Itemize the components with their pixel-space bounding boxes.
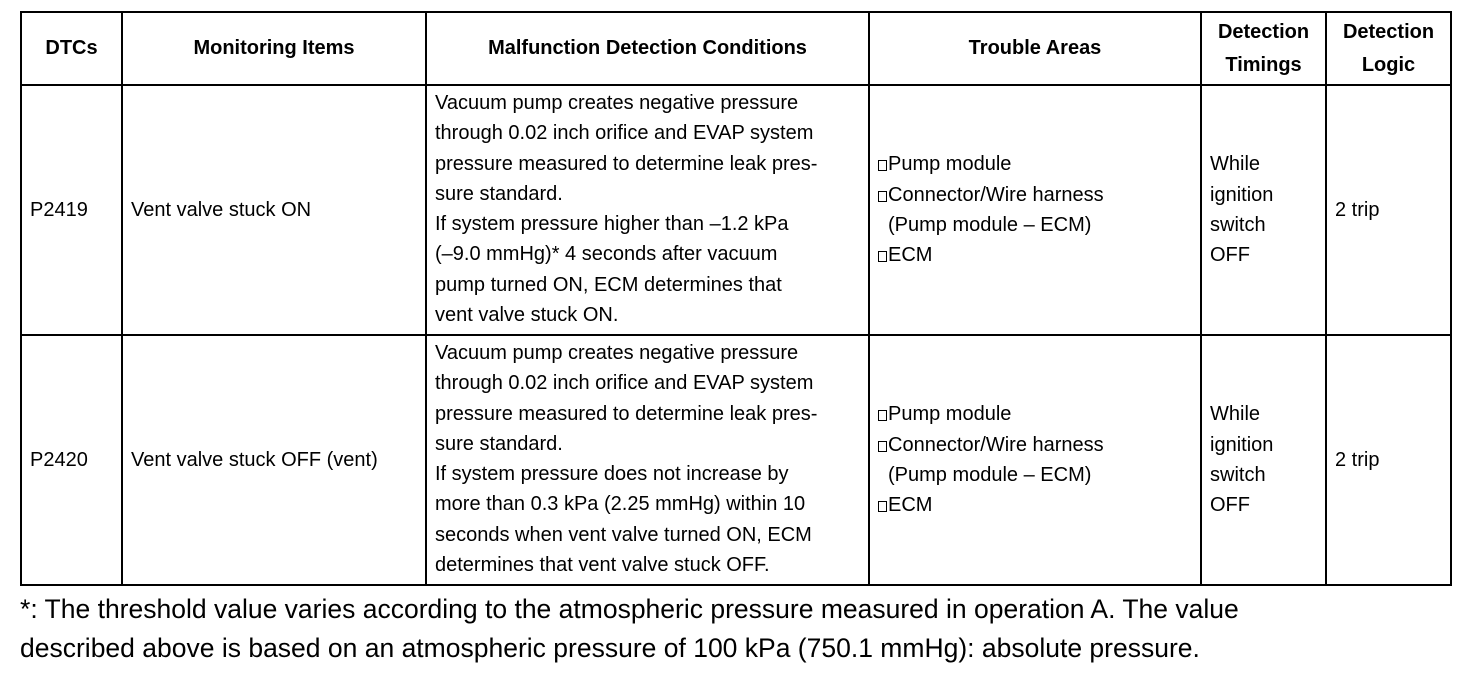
checkbox-icon (878, 501, 887, 512)
monitoring-item-cell: Vent valve stuck OFF (vent) (122, 335, 426, 585)
header-dtcs: DTCs (21, 12, 122, 85)
checkbox-icon (878, 160, 887, 171)
checkbox-icon (878, 251, 887, 262)
checkbox-icon (878, 441, 887, 452)
trouble-areas-cell: Pump module Connector/Wire harness (Pump module – ECM) ECM (869, 85, 1201, 335)
header-detection-timings: Detection Timings (1201, 12, 1326, 85)
monitoring-item-cell: Vent valve stuck ON (122, 85, 426, 335)
checkbox-icon (878, 191, 887, 202)
table-row (21, 335, 1451, 585)
detection-conditions-cell: Vacuum pump creates negative pressure through 0.02 inch orifice and EVAP system pressure measured to determine leak pres- sure standard. If system pressure higher than –1.2 kPa (–9.0 mmHg)* 4 seconds after vacuum pump turned ON, ECM determines that vent valve stuck ON. (426, 85, 869, 335)
table-header-row (21, 12, 1451, 85)
table-row (21, 85, 1451, 335)
trouble-areas-cell: Pump module Connector/Wire harness (Pump module – ECM) ECM (869, 335, 1201, 585)
header-detection-logic: Detection Logic (1326, 12, 1451, 85)
detection-timing-cell: While ignition switch OFF (1201, 335, 1326, 585)
dtc-code-cell: P2419 (21, 85, 122, 335)
dtc-table (20, 11, 1452, 586)
detection-conditions-cell: Vacuum pump creates negative pressure through 0.02 inch orifice and EVAP system pressure measured to determine leak pres- sure standard. If system pressure does not increase by more than 0.3 kPa (2.25 mmHg) within 10 seconds when vent valve turned ON, ECM determines that vent valve stuck OFF. (426, 335, 869, 585)
footnote-line-2: described above is based on an atmospheric pressure of 100 kPa (750.1 mmHg): absolute pressure. (20, 633, 1200, 663)
header-malfunction-detection-conditions: Malfunction Detection Conditions (426, 12, 869, 85)
detection-logic-cell: 2 trip (1326, 85, 1451, 335)
header-monitoring-items: Monitoring Items (122, 12, 426, 85)
header-trouble-areas: Trouble Areas (869, 12, 1201, 85)
checkbox-icon (878, 410, 887, 421)
footnote-line-1: *: The threshold value varies according to the atmospheric pressure measured in operation A. The value (20, 594, 1239, 624)
footnote (20, 590, 1460, 668)
detection-logic-cell: 2 trip (1326, 335, 1451, 585)
detection-timing-cell: While ignition switch OFF (1201, 85, 1326, 335)
dtc-code-cell: P2420 (21, 335, 122, 585)
